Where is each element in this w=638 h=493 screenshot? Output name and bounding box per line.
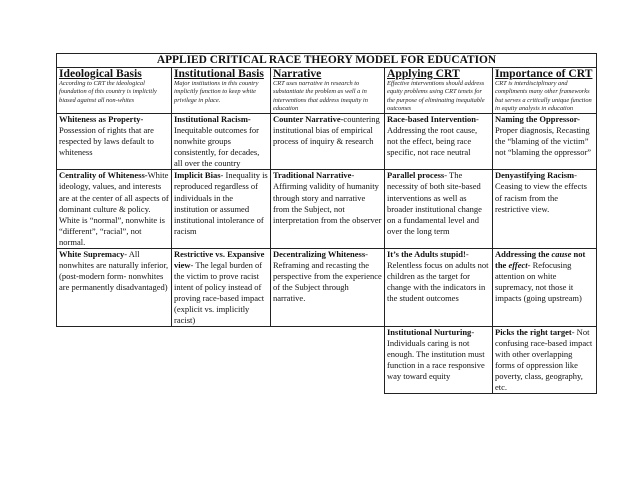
cell-term: Parallel process xyxy=(387,170,445,181)
cell-term: Counter Narrative- xyxy=(273,114,344,125)
cell-term: It’s the Adults stupid! xyxy=(387,248,466,259)
cell-text: Proper diagnosis, Recasting the “blaming of the victim” not “blaming the oppressor” xyxy=(495,125,592,158)
cell-text: - Not confusing race-based impact with other overlapping forms of oppression like poverty, class, geography, etc. xyxy=(495,327,593,393)
cell-text: - Ceasing to view the effects of racism from the restrictive view. xyxy=(495,170,587,214)
table-row xyxy=(57,114,597,170)
cell-text: - All nonwhites are naturally inferior, (post-modern form- nonwhites are permanently disadvantaged) xyxy=(59,248,169,292)
table-cell xyxy=(57,114,172,170)
table-cell xyxy=(172,248,271,326)
cell-text: Possession of rights that are respected by laws default to whiteness xyxy=(59,125,154,158)
header-row xyxy=(57,68,597,114)
table-title: APPLIED CRITICAL RACE THEORY MODEL FOR EDUCATION xyxy=(57,54,597,68)
cell-text: Inequitable outcomes for nonwhite groups consistently, for decades, all over the country xyxy=(174,125,260,169)
table-row xyxy=(57,170,597,248)
cell-text: - The legal burden of the victim to prove racist intent of policy instead of proving race-based impact (explicit vs. implicitly racist) xyxy=(174,259,265,326)
header-label: Institutional Basis xyxy=(174,67,264,80)
table-cell xyxy=(385,248,493,326)
cell-term: White Supremacy xyxy=(59,248,125,259)
header-cell-institutional xyxy=(172,68,271,114)
table-cell xyxy=(493,248,597,326)
title-row xyxy=(57,54,597,68)
cell-text: - Inequality is reproduced regardless of individuals in the institution or assumed institutional intolerance of racism xyxy=(174,170,268,236)
cell-term: Whiteness as Property- xyxy=(59,114,144,125)
cell-term: not the xyxy=(495,248,586,270)
table-cell xyxy=(385,114,493,170)
cell-term: Traditional Narrative xyxy=(273,170,352,181)
header-label: Narrative xyxy=(273,67,322,80)
table-cell xyxy=(493,114,597,170)
cell-text: - Refocusing attention on white supremacy, not those it impacts (going upstream) xyxy=(495,259,582,303)
cell-term: Restrictive vs. Expansive view xyxy=(174,248,265,270)
cell-term: Denyastifying Racism xyxy=(495,170,575,181)
cell-term: Implicit Bias xyxy=(174,170,221,181)
table-cell xyxy=(172,114,271,170)
cell-term: Naming the Oppressor- xyxy=(495,114,580,125)
cell-text: - The necessity of both site-based interventions as well as broader institutional change on a fundamental level and over the long term xyxy=(387,170,482,236)
cell-text: - Addressing the root cause, not the effect, being race specific, not race neutral xyxy=(387,114,479,158)
cell-term: Institutional Racism- xyxy=(174,114,251,125)
cell-text: - Affirming validity of humanity through story and narrative from the Subject, not interpretation from the observer xyxy=(273,170,382,225)
crt-model-document xyxy=(56,53,596,394)
table-cell xyxy=(172,170,271,248)
header-description: Major institutions in this country implicitly function to keep white privilege in place. xyxy=(174,80,259,104)
cell-term: Decentralizing Whiteness xyxy=(273,248,366,259)
cell-term: Picks the right target xyxy=(495,327,572,338)
cell-term-emphasis: effect xyxy=(508,259,528,270)
table-cell xyxy=(57,248,172,326)
table-row xyxy=(57,248,597,326)
table-row xyxy=(57,327,597,394)
header-description: Effective interventions should address equity problems using CRT tenets for the purpose of eliminating inequitable outcomes xyxy=(387,80,485,112)
header-label: Ideological Basis xyxy=(59,67,142,80)
cell-text: - Individuals caring is not enough. The institution must function in a race responsive way toward equity xyxy=(387,327,485,382)
crt-model-table xyxy=(56,53,597,394)
table-cell xyxy=(271,114,385,170)
table-cell xyxy=(57,170,172,248)
table-cell xyxy=(385,327,493,394)
table-cell xyxy=(385,170,493,248)
cell-term: Centrality of Whiteness- xyxy=(59,170,148,181)
cell-term-emphasis: cause xyxy=(551,248,572,259)
cell-text: - Relentless focus on adults not children as the target for change with the indicators in the student outcomes xyxy=(387,248,489,303)
table-cell xyxy=(493,327,597,394)
cell-text: - Reframing and recasting the perspective from the experience of the Subject through narrative. xyxy=(273,248,382,303)
cell-text: countering institutional bias of empirical process of inquiry & research xyxy=(273,114,380,147)
cell-term: Addressing the xyxy=(495,248,552,259)
table-cell xyxy=(271,170,385,248)
empty-cell xyxy=(57,327,385,394)
header-cell-narrative xyxy=(271,68,385,114)
header-label: Applying CRT xyxy=(387,67,460,80)
header-label: Importance of CRT xyxy=(495,67,593,80)
header-cell-importance xyxy=(493,68,597,114)
header-description: CRT is interdisciplinary and compliments many other frameworks but serves a critically unique function in equity analysis in education xyxy=(495,80,592,112)
cell-term: Institutional Nurturing xyxy=(387,327,472,338)
header-cell-applying xyxy=(385,68,493,114)
header-cell-ideological xyxy=(57,68,172,114)
table-cell xyxy=(271,248,385,326)
cell-text: White ideology, values, and interests are at the center of all aspects of dominant culture & policy. White is “normal”, nonwhite is “different”, “racial”, not normal. xyxy=(59,170,169,247)
header-description: CRT uses narrative in research to substantiate the problem as well a in interventions that address inequity in education xyxy=(273,80,368,112)
table-cell xyxy=(493,170,597,248)
header-description: According to CRT the ideological foundation of this country is implicitly biased against all non-whites xyxy=(59,80,157,104)
cell-term: Race-based Intervention xyxy=(387,114,477,125)
